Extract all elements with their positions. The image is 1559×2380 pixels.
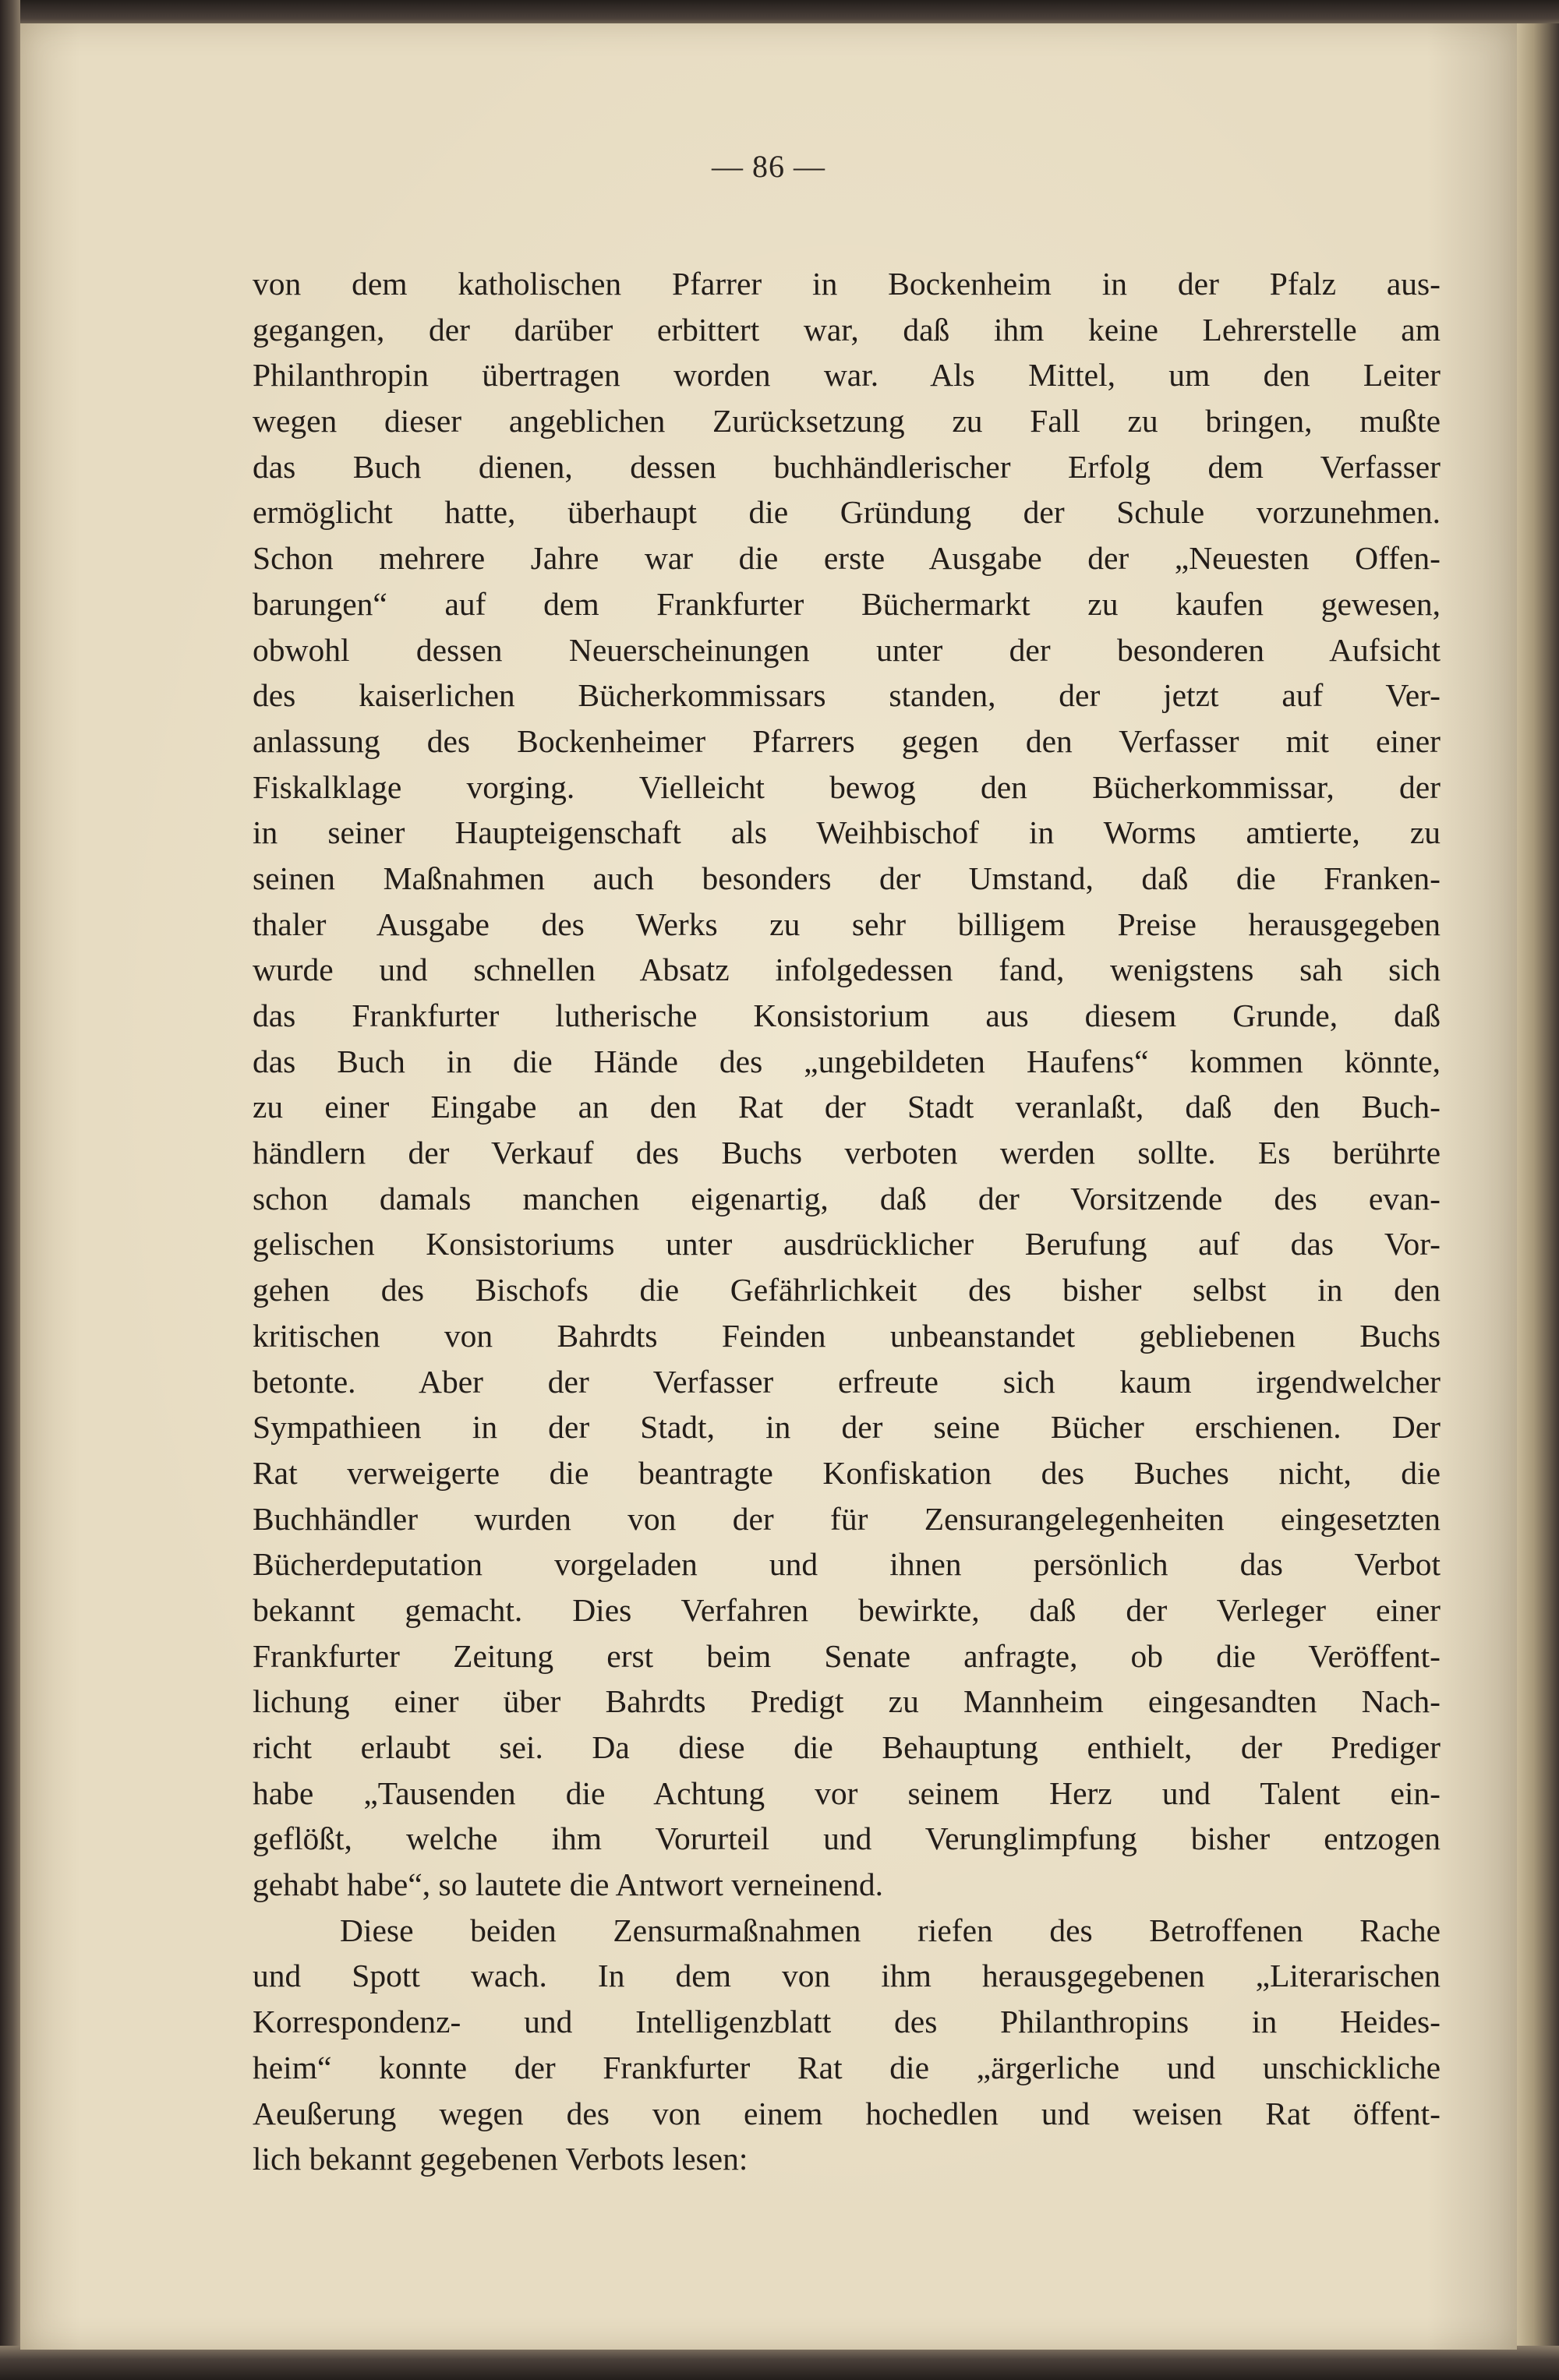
text-line: händlern der Verkauf des Buchs verboten werden sollte. Es berührte <box>253 1135 1441 1171</box>
text-line: gegangen, der darüber erbittert war, daß ihm keine Lehrerstelle am <box>253 311 1441 348</box>
text-line: lichung einer über Bahrdts Predigt zu Mannheim eingesandten Nach- <box>253 1683 1441 1720</box>
text-line: Rat verweigerte die beantragte Konfiskation des Buches nicht, die <box>253 1454 1441 1491</box>
text-line: ermöglicht hatte, überhaupt die Gründung der Schule vorzunehmen. <box>253 494 1441 531</box>
text-line: Bücherdeputation vorgeladen und ihnen persönlich das Verbot <box>253 1546 1441 1583</box>
page-edge-right <box>1517 23 1559 2350</box>
text-line: Frankfurter Zeitung erst beim Senate anfragte, ob die Veröffent- <box>253 1637 1441 1674</box>
text-line: betonte. Aber der Verfasser erfreute sich kaum irgendwelcher <box>253 1363 1441 1400</box>
book-binding-top <box>0 0 1559 26</box>
text-line: habe „Tausenden die Achtung vor seinem Herz und Talent ein- <box>253 1774 1441 1811</box>
book-binding-bottom <box>0 2346 1559 2380</box>
text-line: seinen Maßnahmen auch besonders der Umstand, daß die Franken- <box>253 860 1441 896</box>
text-line: thaler Ausgabe des Werks zu sehr billigem Preise herausgegeben <box>253 906 1441 942</box>
text-line: Aeußerung wegen des von einem hochedlen und weisen Rat öffent- <box>253 2095 1441 2131</box>
text-line: gehen des Bischofs die Gefährlichkeit des bisher selbst in den <box>253 1272 1441 1308</box>
text-line: gelischen Konsistoriums unter ausdrücklicher Berufung auf das Vor- <box>253 1226 1441 1262</box>
text-line: zu einer Eingabe an den Rat der Stadt veranlaßt, daß den Buch- <box>253 1089 1441 1125</box>
text-line: barungen“ auf dem Frankfurter Büchermarkt zu kaufen gewesen, <box>253 585 1441 622</box>
text-line: Fiskalklage vorging. Vielleicht bewog den Bücherkommissar, der <box>253 768 1441 805</box>
text-line: das Buch dienen, dessen buchhändlerischer Erfolg dem Verfasser <box>253 448 1441 485</box>
book-page <box>20 23 1517 2350</box>
text-line: obwohl dessen Neuerscheinungen unter der besonderen Aufsicht <box>253 631 1441 668</box>
paragraph <box>253 261 1441 1908</box>
text-line: Korrespondenz- und Intelligenzblatt des Philanthropins in Heides- <box>253 2004 1441 2040</box>
text-line: heim“ konnte der Frankfurter Rat die „ärgerliche und unschickliche <box>253 2049 1441 2085</box>
text-line: in seiner Haupteigenschaft als Weihbischof in Worms amtierte, zu <box>253 814 1441 851</box>
text-line: Schon mehrere Jahre war die erste Ausgabe der „Neuesten Offen- <box>253 540 1441 577</box>
text-line: wegen dieser angeblichen Zurücksetzung zu Fall zu bringen, mußte <box>253 403 1441 440</box>
text-line: Buchhändler wurden von der für Zensurangelegenheiten eingesetzten <box>253 1500 1441 1537</box>
page-number: — 86 — <box>712 149 825 184</box>
text-line: lich bekannt gegebenen Verbots lesen: <box>253 2141 748 2177</box>
text-line: Diese beiden Zensurmaßnahmen riefen des Betroffenen Rache <box>340 1912 1441 1948</box>
text-line: gehabt habe“, so lautete die Antwort verneinend. <box>253 1866 883 1903</box>
text-line: richt erlaubt sei. Da diese die Behauptung enthielt, der Prediger <box>253 1729 1441 1765</box>
text-line: geflößt, welche ihm Vorurteil und Verunglimpfung bisher entzogen <box>253 1820 1441 1857</box>
text-line: wurde und schnellen Absatz infolgedessen fand, wenigstens sah sich <box>253 952 1441 988</box>
text-line: kritischen von Bahrdts Feinden unbeanstandet gebliebenen Buchs <box>253 1317 1441 1354</box>
text-line: Philanthropin übertragen worden war. Als Mittel, um den Leiter <box>253 357 1441 394</box>
text-line: bekannt gemacht. Dies Verfahren bewirkte, daß der Verleger einer <box>253 1591 1441 1628</box>
text-line: schon damals manchen eigenartig, daß der Vorsitzende des evan- <box>253 1180 1441 1216</box>
body-text <box>253 261 1441 2182</box>
text-line: und Spott wach. In dem von ihm herausgegebenen „Literarischen <box>253 1958 1441 1994</box>
text-line: das Frankfurter lutherische Konsistorium aus diesem Grunde, daß <box>253 998 1441 1033</box>
book-binding-left <box>0 0 20 2380</box>
paragraph <box>253 1908 1441 2182</box>
text-line: von dem katholischen Pfarrer in Bockenheim in der Pfalz aus- <box>253 266 1441 302</box>
text-line: anlassung des Bockenheimer Pfarrers gegen den Verfasser mit einer <box>253 722 1441 759</box>
text-line: Sympathieen in der Stadt, in der seine Bücher erschienen. Der <box>253 1409 1441 1446</box>
text-line: des kaiserlichen Bücherkommissars standen, der jetzt auf Ver- <box>253 677 1441 714</box>
text-line: das Buch in die Hände des „ungebildeten Haufens“ kommen könnte, <box>253 1043 1441 1079</box>
